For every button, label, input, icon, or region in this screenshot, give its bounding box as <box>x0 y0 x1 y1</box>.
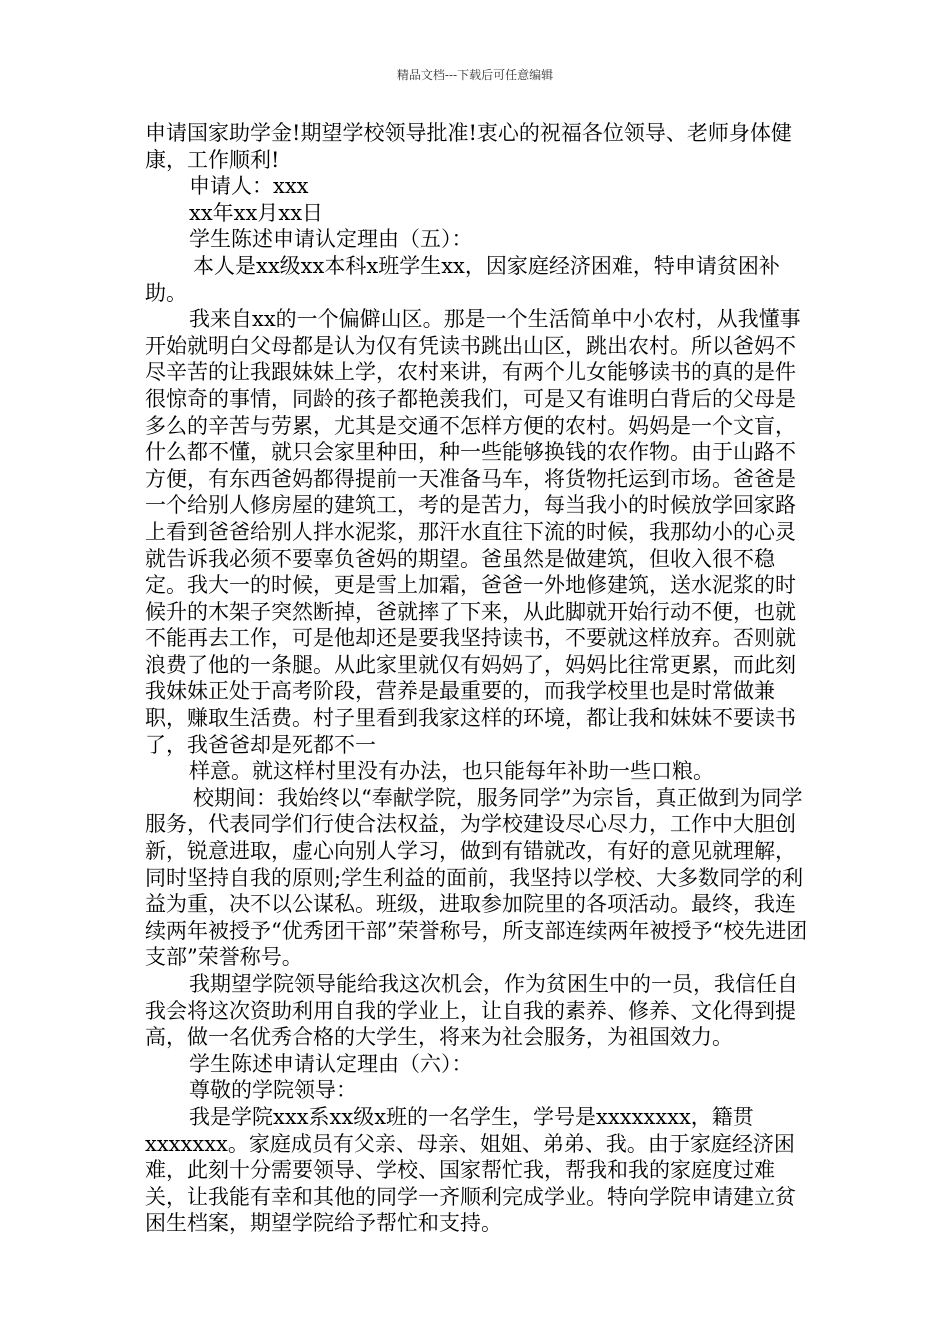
applicant-signature: 申请人：xxx <box>189 174 309 199</box>
section-heading-five: 学生陈述申请认定理由（五）： <box>189 227 473 252</box>
paragraph-intro: 本人是xx级xx本科x班学生xx，因家庭经济困难，特申请贫困补助。 <box>145 253 780 305</box>
document-body <box>145 120 815 1237</box>
paragraph-continuation: 样意。就这样村里没有办法，也只能每年补助一些口粮。 <box>189 759 714 784</box>
section-heading-six: 学生陈述申请认定理由（六）： <box>189 1051 473 1076</box>
paragraph-closing: 申请国家助学金!期望学校领导批准!衷心的祝福各位领导、老师身体健康，工作顺利! <box>145 121 792 172</box>
paragraph-hope: 我期望学院领导能给我这次机会，作为贫困生中的一员，我信任自我会将这次资助利用自我的学业上，让自我的素养、修养、文化得到提高，做一名优秀合格的大学生，将来为社会服务，为祖国效力。 <box>145 972 798 1050</box>
paragraph-school-period: 校期间：我始终以“奉献学院，服务同学”为宗旨，真正做到为同学服务，代表同学们行使合法权益，为学校建设尽心尽力，工作中大胆创新，锐意进取，虚心向别人学习，做到有错就改，有好的意见就理解，同时坚持自我的原则;学生利益的面前，我坚持以学校、大多数同学的利益为重，决不以公谋私。班级，进取参加院里的各项活动。最终，我连续两年被授予“优秀团干部”荣誉称号，所支部连续两年被授予“校先进团支部”荣誉称号。 <box>145 785 808 970</box>
signature-date: xx年xx月xx日 <box>189 200 324 225</box>
paragraph-family-background: 我来自xx的一个偏僻山区。那是一个生活简单中小农村，从我懂事开始就明白父母都是认为仅有凭读书跳出山区，跳出农村。所以爸妈不尽辛苦的让我跟妹妹上学，农村来讲，有两个儿女能够读书的真的是件很惊奇的事情，同龄的孩子都艳羡我们，可是又有谁明白背后的父母是多么的辛苦与劳累，尤其是交通不怎样方便的农村。妈妈是一个文盲，什么都不懂，就只会家里种田，种一些能够换钱的农作物。由于山路不方便，有东西爸妈都得提前一天准备马车，将货物托运到市场。爸爸是一个给别人修房屋的建筑工，考的是苦力，每当我小的时候放学回家路上看到爸爸给别人拌水泥浆，那汗水直往下流的时候，我那幼小的心灵就告诉我必须不要辜负爸妈的期望。爸虽然是做建筑，但收入很不稳定。我大一的时候，更是雪上加霜，爸爸一外地修建筑，送水泥浆的时候升的木架子突然断掉，爸就摔了下来，从此脚就开始行动不便，也就不能再去工作，可是他却还是要我坚持读书，不要就这样放弃。否则就浪费了他的一条腿。从此家里就仅有妈妈了，妈妈比往常更累，而此刻我妹妹正处于高考阶段，营养是最重要的，而我学校里也是时常做兼职，赚取生活费。村子里看到我家这样的环境，都让我和妹妹不要读书了，我爸爸却是死都不一 <box>145 307 801 757</box>
paragraph-self-intro: 我是学院xxx系xx级x班的一名学生，学号是xxxxxxxx，籍贯xxxxxxx。家庭成员有父亲、母亲、姐姐、弟弟、我。由于家庭经济困难，此刻十分需要领导、学校、国家帮忙我，帮我和我的家庭度过难关，让我能有幸和其他的同学一齐顺利完成学业。特向学院申请建立贫困生档案，期望学院给予帮忙和支持。 <box>145 1104 796 1236</box>
salutation: 尊敬的学院领导： <box>189 1078 357 1103</box>
page-header: 精品文档---下载后可任意编辑 <box>396 68 554 82</box>
